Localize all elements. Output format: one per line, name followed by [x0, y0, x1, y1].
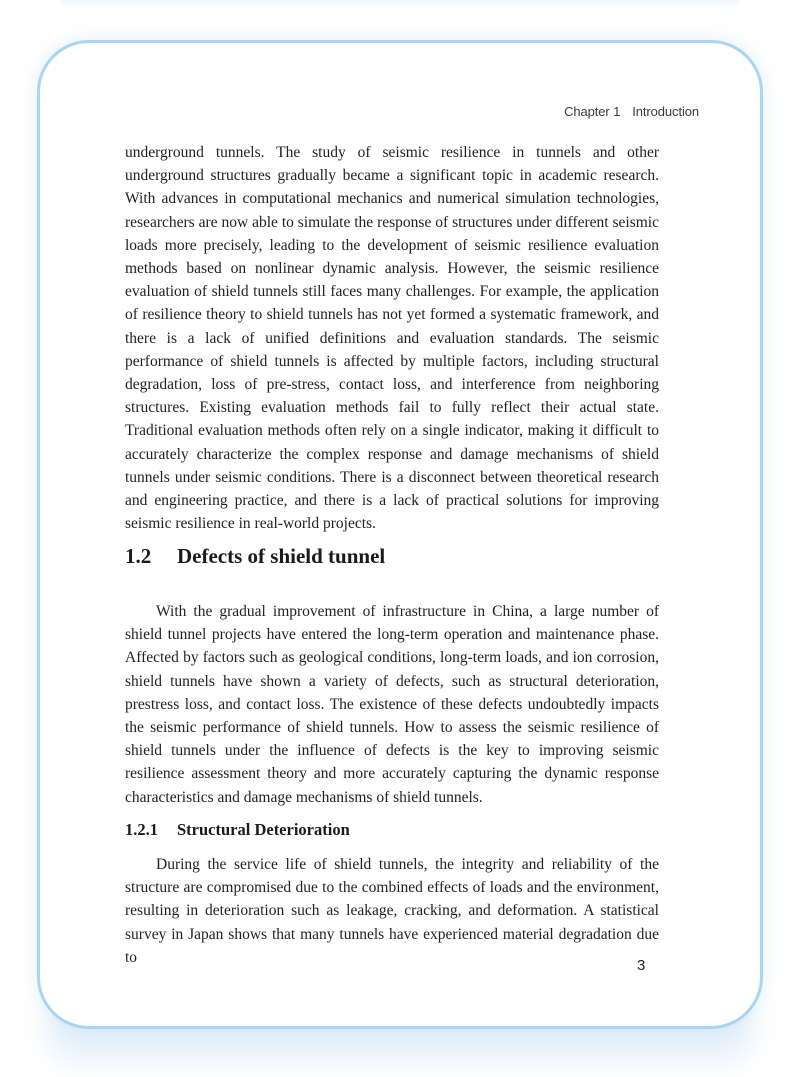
subsection-number: 1.2.1: [125, 820, 158, 839]
paragraph-defects-intro: With the gradual improvement of infrastructure in China, a large number of shield tunnel projects have entered the long-term operation and maintenance phase. Affected by factors such as geological conditions, long-term loads, and ion corrosion, shield tunnels have shown a variety of defects, such as structural deterioration, prestress loss, and contact loss. The existence of these defects undoubtedly impacts the seismic performance of shield tunnels. How to assess the seismic resilience of shield tunnels under the influence of defects is the key to improving seismic resilience assessment theory and more accurately capturing the dynamic response characteristics and damage mechanisms of shield tunnels.: [125, 603, 659, 806]
subsection-title: Structural Deterioration: [177, 820, 350, 839]
section-number: 1.2: [125, 544, 152, 568]
section-title: Defects of shield tunnel: [177, 544, 386, 568]
subsection-heading-1-2-1: [125, 820, 350, 840]
section-heading-1-2: [125, 544, 385, 569]
running-header: [564, 104, 699, 119]
page-number: 3: [637, 957, 646, 974]
header-title: Introduction: [632, 104, 699, 119]
top-shadow: [60, 0, 740, 10]
paragraph-structural-deterioration: During the service life of shield tunnels, the integrity and reliability of the structure are compromised due to the combined effects of loads and the environment, resulting in deterioration such as leakage, cracking, and deformation. A statistical survey in Japan shows that many tunnels have experienced material degradation due to: [125, 856, 659, 966]
paragraph-continued: underground tunnels. The study of seismic resilience in tunnels and other underground structures gradually became a significant topic in academic research. With advances in computational mechanics and numerical simulation technologies, researchers are now able to simulate the response of structures under different seismic loads more precisely, leading to the development of seismic resilience evaluation methods based on nonlinear dynamic analysis. However, the seismic resilience evaluation of shield tunnels still faces many challenges. For example, the application of resilience theory to shield tunnels has not yet formed a systematic framework, and there is a lack of unified definitions and evaluation standards. The seismic performance of shield tunnels is affected by multiple factors, including structural degradation, loss of pre-stress, contact loss, and interference from neighboring structures. Existing evaluation methods fail to fully reflect their actual state. Traditional evaluation methods often rely on a single indicator, making it difficult to accurately characterize the complex response and damage mechanisms of shield tunnels under seismic conditions. There is a disconnect between theoretical research and engineering practice, and there is a lack of practical solutions for improving seismic resilience in real-world projects.: [125, 144, 659, 533]
header-chapter: Chapter 1: [564, 104, 621, 119]
